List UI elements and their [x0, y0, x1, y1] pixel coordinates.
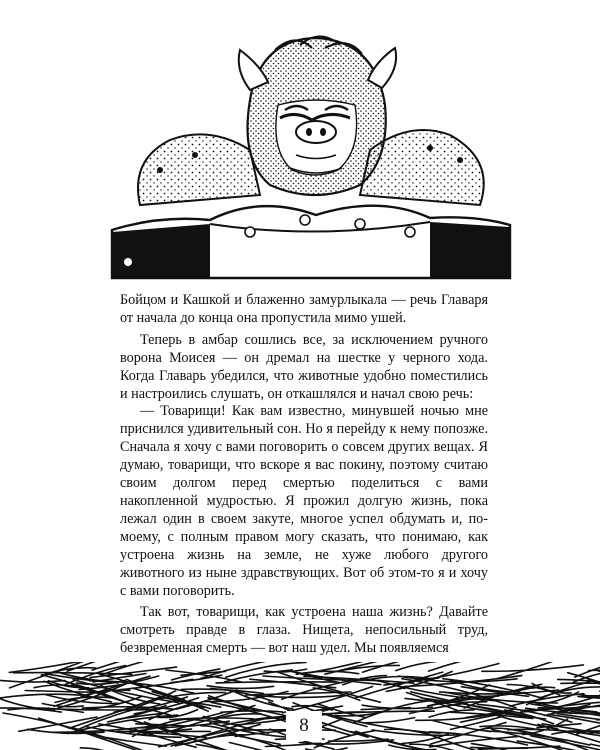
paragraph: Бойцом и Кашкой и блаженно замурлыкала — речь Главаря от начала до конца она пропустила мимо ушей. [120, 292, 488, 326]
paragraph: Так вот, товарищи, как устроена наша жизнь? Давайте смотреть правде в глаза. Нищета, непосильный труд, безвременная смерть — вот наш удел. Мы появляемся [120, 604, 488, 657]
body-text [120, 292, 488, 658]
paragraph: — Товарищи! Как вам известно, минувшей ночью мне приснился удивительный сон. Но я перейду к нему попозже. Сначала я хочу с вами поговорить о совсем других вещах. Я думаю, товарищи, что вскоре я вас покину, поэтому считаю своим долгом перед смертью поделиться с вами накопленной мудростью. Я прожил долгую жизнь, пока лежал один в своем закуте, многое успел обдумать и, по-моему, с полным правом могу сказать, что понимаю, как устроена жизнь на земле, не хуже любого другого животного из ныне здравствующих. Вот об этом-то я и хочу с вами поговорить. [120, 403, 488, 599]
page-number: 8 [286, 711, 322, 741]
paragraph: Теперь в амбар сошлись все, за исключением ручного ворона Моисея — он дремал на шестке у черного хода. Когда Главарь убедился, что животные удобно поместились и настроились слушать, он откашлялся и начал свою речь: [120, 331, 488, 402]
sleeping-pig-illustration [100, 10, 520, 280]
